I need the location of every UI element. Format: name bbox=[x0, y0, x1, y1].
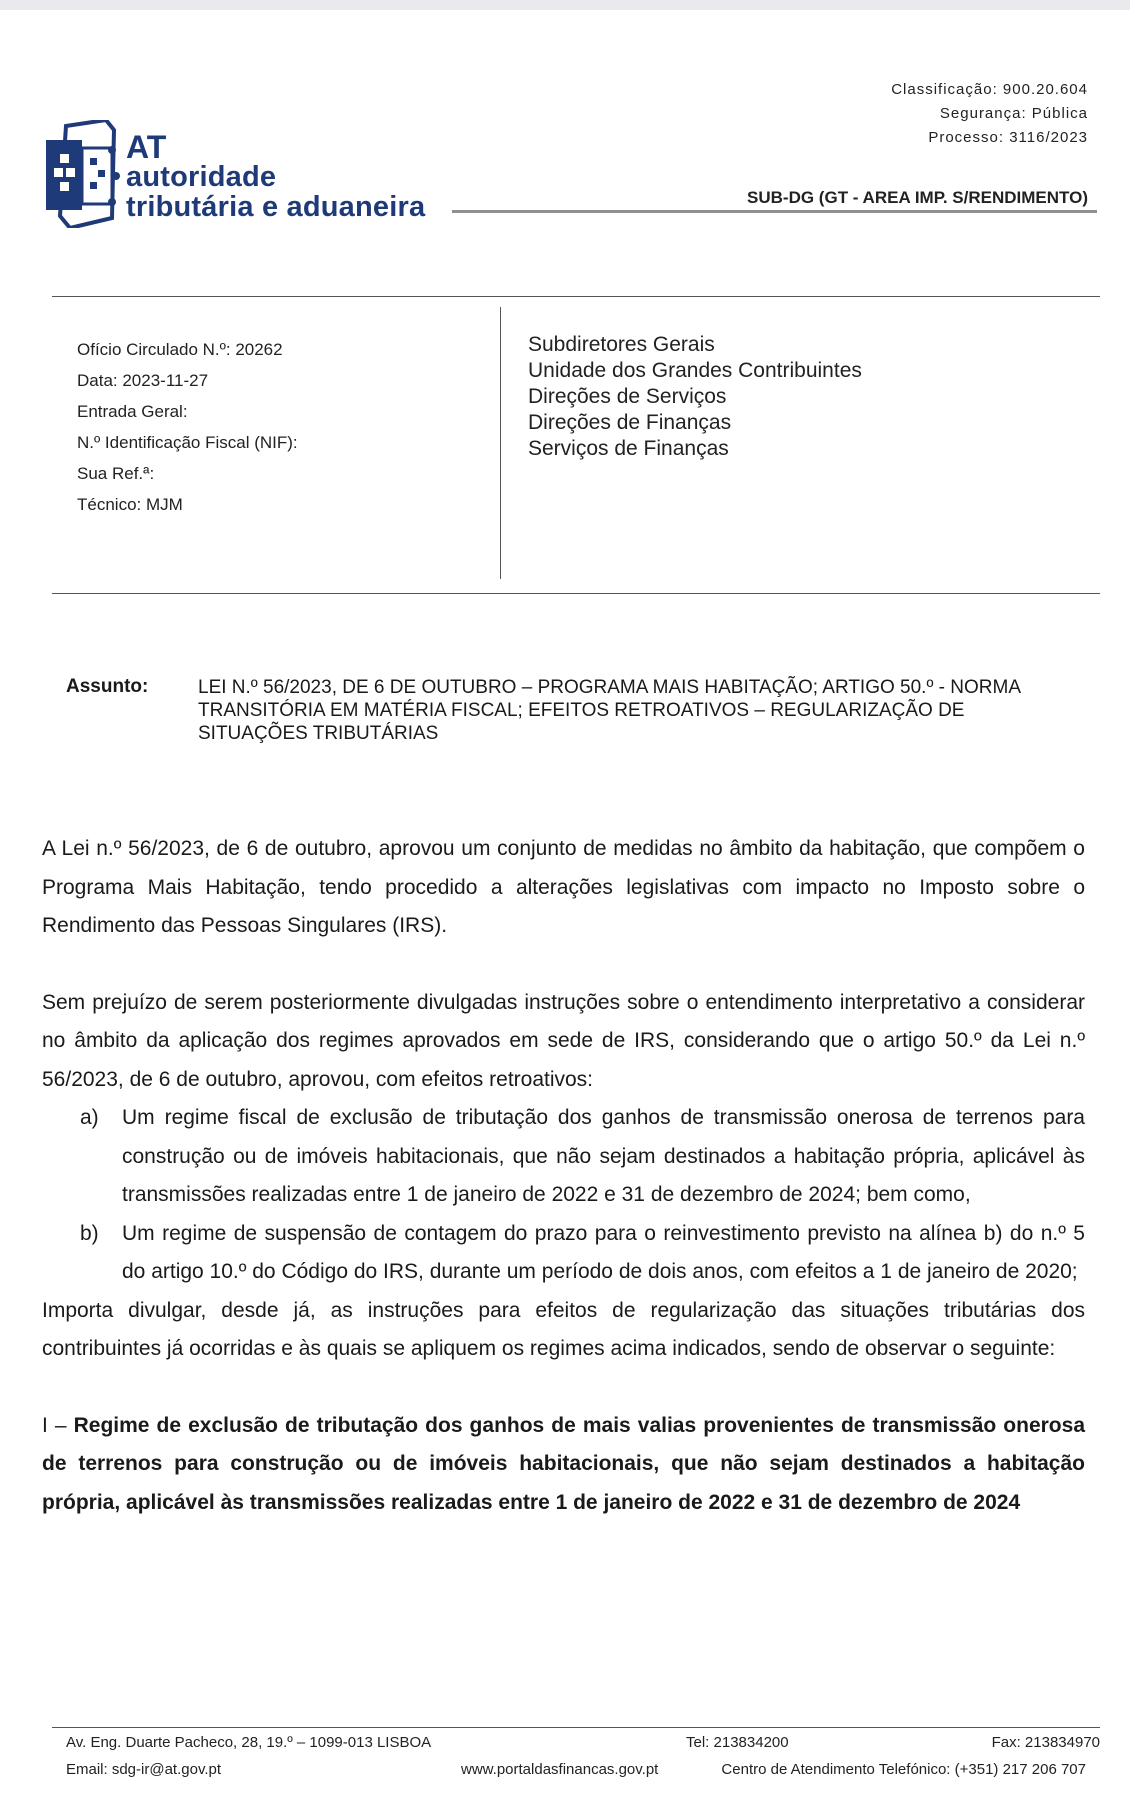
footer-website-link[interactable]: www.portaldasfinancas.gov.pt bbox=[461, 1761, 659, 1778]
list-item-text: Um regime fiscal de exclusão de tributação dos ganhos de transmissão onerosa de terrenos para construção ou de imóveis habitacionais, que não sejam destinados a habitação própria, aplicável às transmissões realizadas entre 1 de janeiro de 2022 e 31 de dezembro de 2024; bem como, bbox=[122, 1106, 1085, 1206]
at-shield-logo-icon bbox=[46, 120, 120, 228]
technician: Técnico: MJM bbox=[77, 495, 183, 514]
list-item bbox=[42, 1215, 1085, 1292]
footer-fax: Fax: 213834970 bbox=[991, 1734, 1100, 1751]
list-item-text: Um regime de suspensão de contagem do prazo para o reinvestimento previsto na alínea b) do n.º 5 do artigo 10.º do Código do IRS, durante um período de dois anos, com efeitos a 1 de janeiro de 2020; bbox=[122, 1221, 1085, 1283]
nif-field: N.º Identificação Fiscal (NIF): bbox=[77, 433, 298, 452]
your-reference: Sua Ref.ª: bbox=[77, 464, 155, 483]
oficio-number: Ofício Circulado N.º: 20262 bbox=[77, 340, 283, 359]
recipient: Subdiretores Gerais bbox=[528, 333, 715, 356]
recipients-list bbox=[528, 332, 862, 462]
header-rule bbox=[452, 210, 1097, 213]
list-marker: a) bbox=[80, 1106, 99, 1129]
info-bottom-rule bbox=[52, 593, 1100, 594]
classification-block bbox=[891, 78, 1088, 150]
subject-label: Assunto: bbox=[66, 676, 149, 697]
document-metadata bbox=[77, 334, 298, 520]
recipient: Unidade dos Grandes Contribuintes bbox=[528, 359, 862, 382]
footer-email[interactable]: Email: sdg-ir@at.gov.pt bbox=[66, 1761, 222, 1778]
brand-line-2: tributária e aduaneira bbox=[126, 191, 426, 223]
section-heading bbox=[42, 1407, 1085, 1523]
paragraph-context: Sem prejuízo de serem posteriormente divulgadas instruções sobre o entendimento interpretativo a considerar no âmbito da aplicação dos regimes aprovados em sede de IRS, considerando que o artigo 50.º da Lei n.º 56/2023, de 6 de outubro, aprovou, com efeitos retroativos: bbox=[42, 990, 1085, 1091]
brand-line-1: autoridade bbox=[126, 161, 277, 193]
recipient: Direções de Finanças bbox=[528, 411, 732, 434]
footer-tel: Tel: 213834200 bbox=[686, 1734, 789, 1751]
subject-text: LEI N.º 56/2023, DE 6 DE OUTUBRO – PROGRAMA MAIS HABITAÇÃO; ARTIGO 50.º - NORMA TRANSITÓRIA EM MATÉRIA FISCAL; EFEITOS RETROATIVOS – REGULARIZAÇÃO DE SITUAÇÕES TRIBUTÁRIAS bbox=[198, 677, 1020, 744]
top-bar bbox=[0, 0, 1130, 10]
info-top-rule bbox=[52, 296, 1100, 297]
process-number: Processo: 3116/2023 bbox=[928, 129, 1088, 146]
department-label: SUB-DG (GT - AREA IMP. S/RENDIMENTO) bbox=[747, 188, 1088, 207]
document-body bbox=[42, 830, 1085, 1522]
classification: Classificação: 900.20.604 bbox=[891, 81, 1088, 98]
paragraph-intro: A Lei n.º 56/2023, de 6 de outubro, aprovou um conjunto de medidas no âmbito da habitação, que compõem o Programa Mais Habitação, tendo procedido a alterações legislativas com impacto no Imposto sobre o Rendimento das Pessoas Singulares (IRS). bbox=[42, 837, 1085, 937]
footer-address: Av. Eng. Duarte Pacheco, 28, 19.º – 1099-013 LISBOA bbox=[66, 1734, 432, 1751]
brand-name bbox=[126, 129, 426, 223]
section-title: Regime de exclusão de tributação dos ganhos de mais valias provenientes de transmissão onerosa de terrenos para construção ou de imóveis habitacionais, que não sejam destinados a habitação própria, aplicável às transmissões realizadas entre 1 de janeiro de 2022 e 31 de dezembro de 2024 bbox=[42, 1413, 1085, 1514]
recipient: Serviços de Finanças bbox=[528, 437, 729, 460]
document-date: Data: 2023-11-27 bbox=[77, 371, 209, 390]
footer-rule bbox=[52, 1727, 1100, 1728]
list-marker: b) bbox=[80, 1221, 99, 1245]
footer-phone-center: Centro de Atendimento Telefónico: (+351) 217 206 707 bbox=[721, 1761, 1086, 1778]
general-entry: Entrada Geral: bbox=[77, 402, 188, 421]
recipient: Direções de Serviços bbox=[528, 385, 727, 408]
section-prefix: I – bbox=[42, 1413, 74, 1437]
security-level: Segurança: Pública bbox=[939, 105, 1088, 122]
paragraph-instructions: Importa divulgar, desde já, as instruções para efeitos de regularização das situações tributárias dos contribuintes já ocorridas e às quais se apliquem os regimes acima indicados, sendo de observar o seguinte: bbox=[42, 1298, 1085, 1360]
info-divider bbox=[500, 307, 501, 579]
list-item bbox=[42, 1099, 1085, 1215]
brand-abbr: AT bbox=[126, 129, 167, 165]
